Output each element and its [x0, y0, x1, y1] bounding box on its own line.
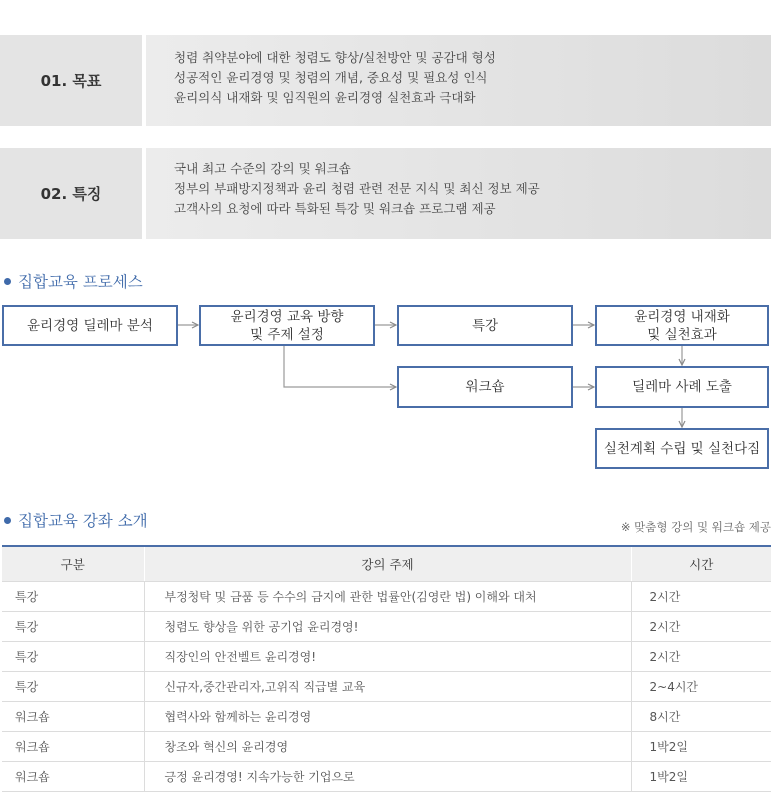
cell-time: 2시간 [631, 642, 771, 672]
cell-time: 2~4시간 [631, 672, 771, 702]
cell-type: 특강 [2, 642, 144, 672]
cell-type: 워크숍 [2, 732, 144, 762]
step-internalization: 윤리경영 내재화 및 실천효과 [595, 305, 769, 346]
table-row [2, 672, 771, 702]
cell-topic: 협력사와 함께하는 윤리경영 [144, 702, 631, 732]
table-row [2, 642, 771, 672]
cell-type: 특강 [2, 582, 144, 612]
step-plan: 실천계획 수립 및 실천다짐 [595, 428, 769, 469]
cell-topic: 직장인의 안전벨트 윤리경영! [144, 642, 631, 672]
table-row [2, 582, 771, 612]
feature-line: 국내 최고 수준의 강의 및 워크숍 [174, 161, 351, 176]
cell-time: 1박2일 [631, 762, 771, 792]
feature-label: 02. 특징 [0, 148, 142, 239]
course-table [2, 545, 771, 792]
cell-time: 1박2일 [631, 732, 771, 762]
table-row [2, 762, 771, 792]
table-row [2, 702, 771, 732]
step-case: 딜레마 사례 도출 [595, 366, 769, 408]
arrow-direction-to-workshop [284, 346, 396, 387]
cell-topic: 창조와 혁신의 윤리경영 [144, 732, 631, 762]
cell-type: 특강 [2, 672, 144, 702]
table-row [2, 732, 771, 762]
cell-time: 2시간 [631, 582, 771, 612]
custom-note: ※ 맞춤형 강의 및 워크숍 제공 [620, 520, 771, 534]
table-header-row [2, 546, 771, 582]
cell-time: 8시간 [631, 702, 771, 732]
goal-line: 윤리의식 내재화 및 임직원의 윤리경영 실천효과 극대화 [174, 90, 476, 105]
cell-type: 워크숍 [2, 762, 144, 792]
cell-topic: 청렴도 향상을 위한 공기업 윤리경영! [144, 612, 631, 642]
cell-topic: 부정청탁 및 금품 등 수수의 금지에 관한 법률안(김영란 법) 이해와 대처 [144, 582, 631, 612]
cell-topic: 신규자,중간관리자,고위직 직급별 교육 [144, 672, 631, 702]
goal-label: 01. 목표 [0, 35, 142, 126]
bullet-icon [4, 517, 11, 524]
goal-line: 청렴 취약분야에 대한 청렴도 향상/실천방안 및 공감대 형성 [174, 50, 496, 65]
cell-time: 2시간 [631, 612, 771, 642]
cell-topic: 긍정 윤리경영! 지속가능한 기업으로 [144, 762, 631, 792]
feature-line: 정부의 부패방지정책과 윤리 청렴 관련 전문 지식 및 최신 정보 제공 [174, 181, 540, 196]
goal-line: 성공적인 윤리경영 및 청렴의 개념, 중요성 및 필요성 인식 [174, 70, 488, 85]
process-title: 집합교육 프로세스 [18, 273, 143, 291]
cell-type: 워크숍 [2, 702, 144, 732]
step-direction: 윤리경영 교육 방향 및 주제 설정 [199, 305, 375, 346]
courses-section-title [4, 509, 148, 531]
courses-title: 집합교육 강좌 소개 [18, 512, 148, 530]
step-dilemma-analysis: 윤리경영 딜레마 분석 [2, 305, 178, 346]
header-time: 시간 [631, 546, 771, 582]
header-topic: 강의 주제 [144, 546, 631, 582]
feature-line: 고객사의 요청에 따라 특화된 특강 및 워크숍 프로그램 제공 [174, 201, 496, 216]
step-workshop: 워크숍 [397, 366, 573, 408]
table-row [2, 612, 771, 642]
cell-type: 특강 [2, 612, 144, 642]
step-lecture: 특강 [397, 305, 573, 346]
header-type: 구분 [2, 546, 144, 582]
